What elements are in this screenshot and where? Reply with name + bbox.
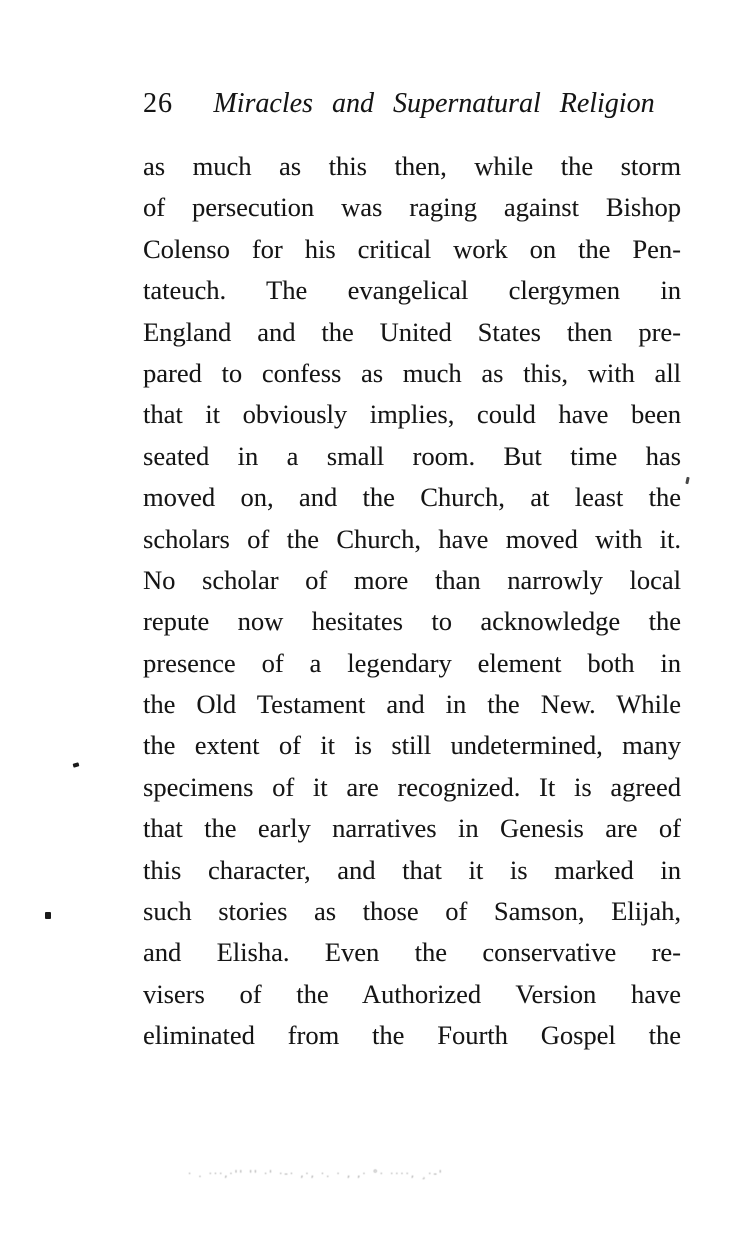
body-line: of persecution was raging against Bishop: [143, 192, 681, 223]
running-title: Miracles and Supernatural Religion: [213, 88, 655, 119]
body-line: this character, and that it is marked in: [143, 854, 681, 885]
body-line: as much as this then, while the storm: [143, 151, 681, 181]
body-line: Colenso for his critical work on the Pen-: [143, 233, 681, 264]
body-line: tateuch. The evangelical clergymen in: [143, 275, 681, 306]
scan-speck: [685, 477, 689, 484]
body-line: pared to confess as much as this, with all: [143, 357, 681, 388]
body-line: seated in a small room. But time has: [143, 440, 681, 471]
body-line: such stories as those of Samson, Elijah,: [143, 896, 681, 927]
body-line: England and the United States then pre-: [143, 316, 681, 347]
body-text: [143, 146, 681, 1057]
body-line: that the early narratives in Genesis are of: [143, 813, 681, 844]
body-line: eliminated from the Fourth Gospel the: [143, 1020, 681, 1051]
body-line: the extent of it is still undetermined, many: [143, 730, 681, 761]
body-line: visers of the Authorized Version have: [143, 978, 681, 1009]
body-line: and Elisha. Even the conservative re-: [143, 937, 681, 968]
body-line: specimens of it are recognized. It is agreed: [143, 771, 681, 802]
scan-smudge-artifact: · . ···,·'' '' ·' ·-· ‚·‚ ·. · ‚ ,· °· ····‚ ¸·-': [188, 1169, 444, 1180]
scan-speck: [73, 762, 80, 767]
page-number: 26: [143, 88, 173, 119]
body-line: presence of a legendary element both in: [143, 647, 681, 678]
scan-speck: [45, 912, 51, 919]
body-line: No scholar of more than narrowly local: [143, 564, 681, 595]
body-line: that it obviously implies, could have been: [143, 399, 681, 430]
body-line: repute now hesitates to acknowledge the: [143, 606, 681, 637]
body-line: scholars of the Church, have moved with it.: [143, 523, 681, 554]
body-line: the Old Testament and in the New. While: [143, 689, 681, 720]
body-line: moved on, and the Church, at least the: [143, 482, 681, 513]
running-header: [143, 88, 681, 120]
